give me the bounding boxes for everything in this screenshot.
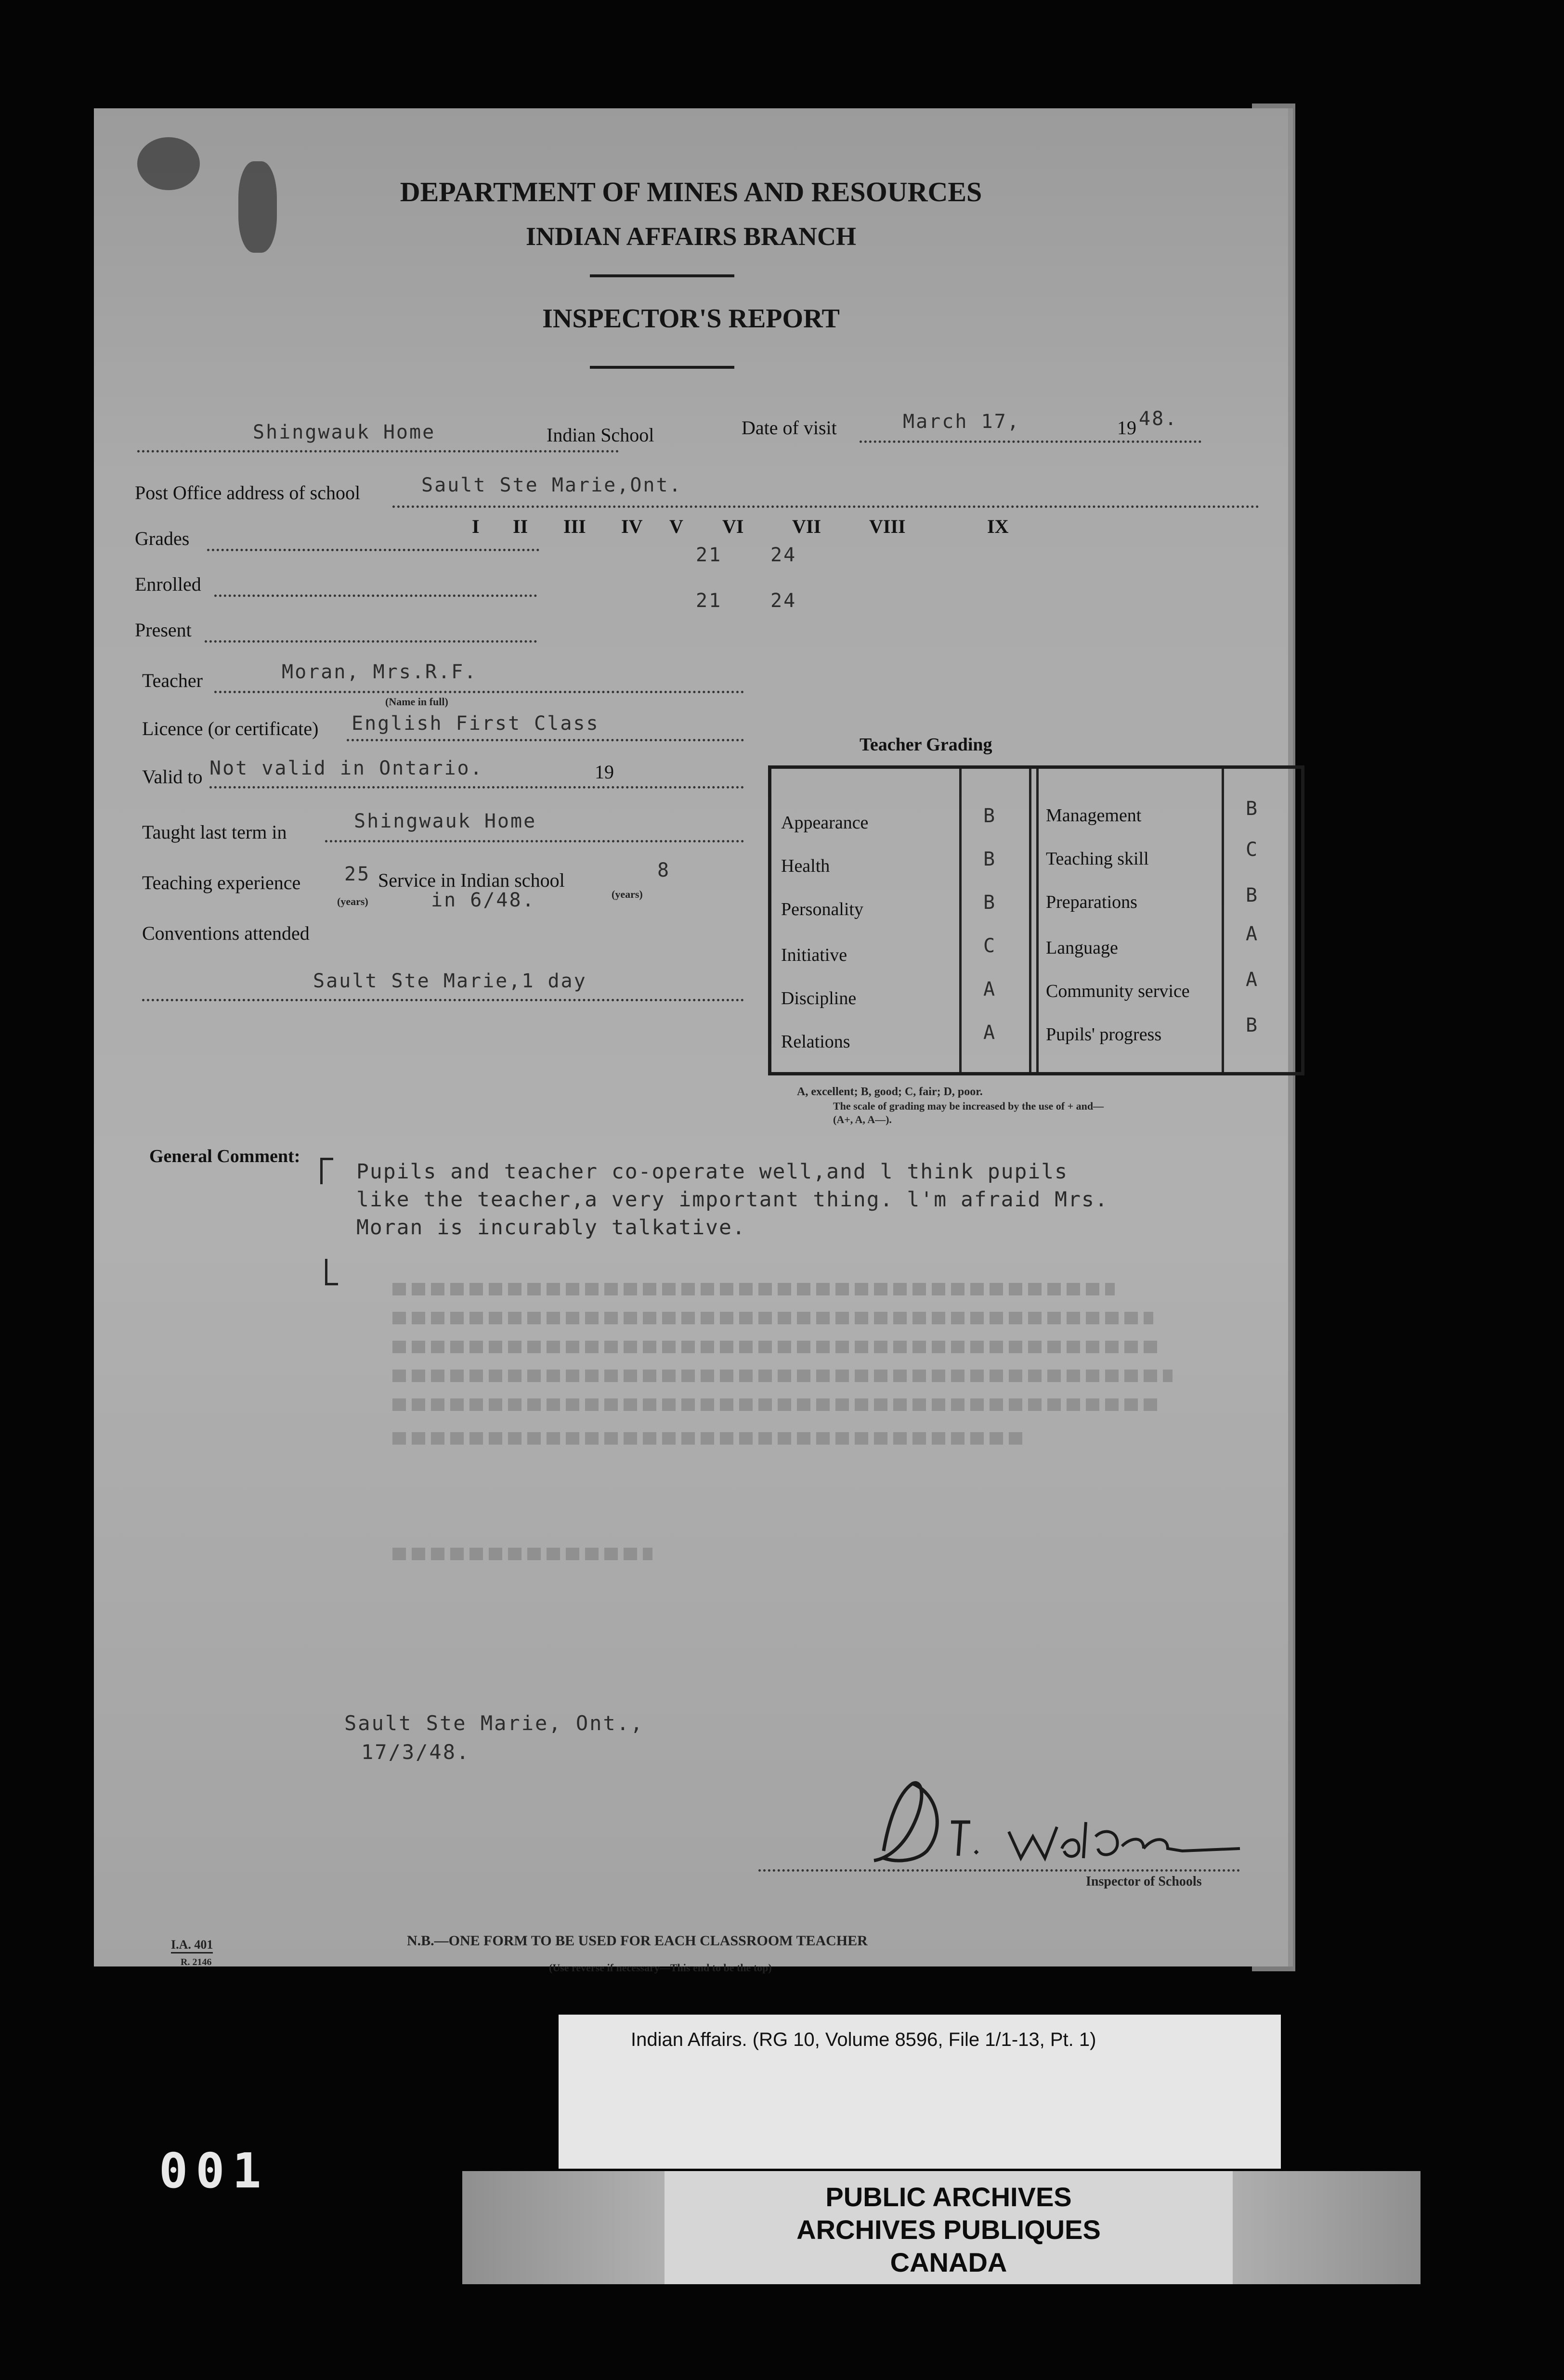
grading-value-community-service: A — [1246, 969, 1258, 991]
grade-col-8: VIII — [869, 516, 906, 537]
grading-value-initiative: C — [983, 935, 995, 957]
grading-title: Teacher Grading — [860, 735, 992, 755]
valid-label: Valid to — [142, 766, 203, 788]
enrolled-grade-5: 21 — [696, 544, 722, 566]
grading-label-relations: Relations — [781, 1032, 850, 1052]
frame-number-text: 001 — [159, 2143, 269, 2199]
grade-col-5: V — [669, 516, 683, 537]
teacher-grading-box — [768, 765, 1304, 1075]
grading-value-appearance: B — [983, 805, 995, 827]
teacher-name-note: (Name in full) — [385, 696, 448, 708]
header-rule — [590, 274, 734, 277]
signoff-date: 17/3/48. — [361, 1740, 470, 1764]
post-office-label: Post Office address of school — [135, 482, 361, 504]
comment-text: Pupils and teacher co-operate well,and l think pupils like the teacher,a very important thing. l'm afraid Mrs. Moran is incurably talkative. — [356, 1160, 1108, 1240]
present-line — [205, 640, 537, 643]
grading-center-divider — [1029, 769, 1031, 1072]
grading-label-health: Health — [781, 856, 830, 876]
grading-label-pupils-progress: Pupils' progress — [1046, 1024, 1162, 1045]
present-label: Present — [135, 619, 192, 641]
date-value: March 17, — [903, 411, 1020, 433]
bleed-through-line — [392, 1312, 1153, 1324]
grading-column-divider — [959, 769, 962, 1072]
grade-col-2: II — [513, 516, 528, 537]
form-note-sub: (Use reverse if necessary—This end to be the top) — [549, 1962, 772, 1974]
comment-bracket-top — [320, 1158, 333, 1184]
grading-label-management: Management — [1046, 805, 1142, 826]
taught-label: Taught last term in — [142, 821, 287, 843]
bleed-through-line — [392, 1398, 1163, 1411]
school-name-value: Shingwauk Home — [253, 421, 436, 443]
grading-label-appearance: Appearance — [781, 813, 869, 833]
archives-line-country: CANADA — [890, 2247, 1007, 2277]
grading-center-divider — [1036, 769, 1039, 1072]
grading-value-discipline: A — [983, 978, 995, 1000]
service-extra: in 6/48. — [431, 889, 535, 911]
report-title: INSPECTOR'S REPORT — [542, 304, 840, 334]
bleed-through-line — [392, 1341, 1163, 1353]
grade-col-6: VI — [722, 516, 744, 537]
service-value: 8 — [657, 859, 671, 881]
licence-label: Licence (or certificate) — [142, 718, 319, 739]
grading-label-language: Language — [1046, 938, 1118, 958]
service-label: Service in Indian school — [378, 869, 565, 891]
archives-line-english: PUBLIC ARCHIVES — [825, 2182, 1072, 2212]
licence-value: English First Class — [352, 712, 600, 735]
conventions-value: Sault Ste Marie,1 day — [313, 970, 587, 992]
form-sub-code: R. 2146 — [181, 1957, 212, 1967]
grading-column-divider — [1222, 769, 1224, 1072]
grading-value-relations: A — [983, 1022, 995, 1044]
taught-line — [325, 840, 744, 842]
post-office-line — [392, 505, 1259, 508]
grading-label-community-service: Community service — [1046, 981, 1190, 1001]
enrolled-grade-6: 24 — [770, 544, 797, 566]
bleed-through-line — [392, 1283, 1115, 1295]
grading-value-health: B — [983, 848, 995, 870]
grading-label-preparations: Preparations — [1046, 892, 1137, 912]
bleed-through-line — [392, 1548, 652, 1560]
conventions-line — [142, 999, 744, 1001]
inspector-label: Inspector of Schools — [1086, 1874, 1202, 1889]
teacher-value: Moran, Mrs.R.F. — [282, 661, 478, 683]
archive-reference: Indian Affairs. (RG 10, Volume 8596, File 1/1-13, Pt. 1) — [631, 2029, 1096, 2050]
experience-label: Teaching experience — [142, 872, 301, 893]
archives-banner — [462, 2171, 1421, 2284]
grade-col-1: I — [472, 516, 480, 537]
microfilm-frame-number — [159, 2142, 347, 2200]
signoff-place: Sault Ste Marie, Ont., — [344, 1711, 644, 1735]
grading-value-language: A — [1246, 923, 1258, 945]
grading-value-management: B — [1246, 798, 1258, 820]
grading-legend: A, excellent; B, good; C, fair; D, poor. — [797, 1086, 983, 1098]
grading-scale-note: The scale of grading may be increased by the use of + and— — [833, 1100, 1104, 1112]
licence-line — [347, 739, 744, 741]
report-form — [94, 108, 1293, 1974]
form-note: N.B.—ONE FORM TO BE USED FOR EACH CLASSROOM TEACHER — [407, 1933, 868, 1949]
grading-value-personality: B — [983, 892, 995, 914]
grades-line — [207, 549, 539, 551]
bleed-through-line — [392, 1370, 1173, 1382]
present-grade-5: 21 — [696, 590, 722, 612]
year-prefix: 19 — [1117, 417, 1136, 439]
archives-banner-text — [665, 2171, 1233, 2284]
signature-line — [758, 1869, 1240, 1872]
valid-value: Not valid in Ontario. — [209, 757, 483, 779]
grading-label-initiative: Initiative — [781, 945, 847, 965]
grading-label-personality: Personality — [781, 899, 863, 919]
grading-label-discipline: Discipline — [781, 988, 857, 1009]
teacher-label: Teacher — [142, 670, 203, 691]
bleed-through-line — [392, 1432, 1028, 1445]
enrolled-label: Enrolled — [135, 573, 201, 595]
grade-col-9: IX — [987, 516, 1009, 537]
form-code: I.A. 401 — [171, 1938, 213, 1953]
valid-year: 19 — [595, 761, 614, 783]
grading-value-teaching-skill: C — [1246, 839, 1258, 861]
teacher-line — [214, 691, 744, 693]
taught-value: Shingwauk Home — [354, 810, 537, 832]
comment-label: General Comment: — [149, 1146, 300, 1166]
school-name-line — [137, 450, 619, 453]
grade-col-3: III — [563, 516, 586, 537]
grades-label: Grades — [135, 528, 190, 549]
department-heading: DEPARTMENT OF MINES AND RESOURCES — [400, 176, 982, 207]
conventions-label: Conventions attended — [142, 922, 310, 944]
service-years-note: (years) — [612, 888, 643, 900]
grade-col-7: VII — [792, 516, 821, 537]
year-value: 48. — [1139, 408, 1178, 430]
experience-years-note: (years) — [337, 895, 368, 907]
valid-line — [209, 786, 744, 789]
grading-value-pupils-progress: B — [1246, 1014, 1258, 1036]
post-office-value: Sault Ste Marie,Ont. — [421, 474, 682, 496]
branch-heading: INDIAN AFFAIRS BRANCH — [525, 222, 857, 251]
comment-bracket-bottom — [325, 1259, 338, 1285]
experience-value: 25 — [344, 863, 371, 885]
title-rule — [590, 366, 734, 369]
grade-col-4: IV — [621, 516, 643, 537]
grading-value-preparations: B — [1246, 884, 1258, 906]
grading-label-teaching-skill: Teaching skill — [1046, 849, 1149, 869]
grading-scale-example: (A+, A, A—). — [833, 1113, 892, 1125]
enrolled-line — [214, 595, 537, 597]
school-name-label: Indian School — [547, 424, 654, 446]
present-grade-6: 24 — [770, 590, 797, 612]
date-line — [860, 440, 1201, 443]
archives-line-french: ARCHIVES PUBLIQUES — [796, 2214, 1101, 2245]
date-label: Date of visit — [742, 417, 837, 439]
